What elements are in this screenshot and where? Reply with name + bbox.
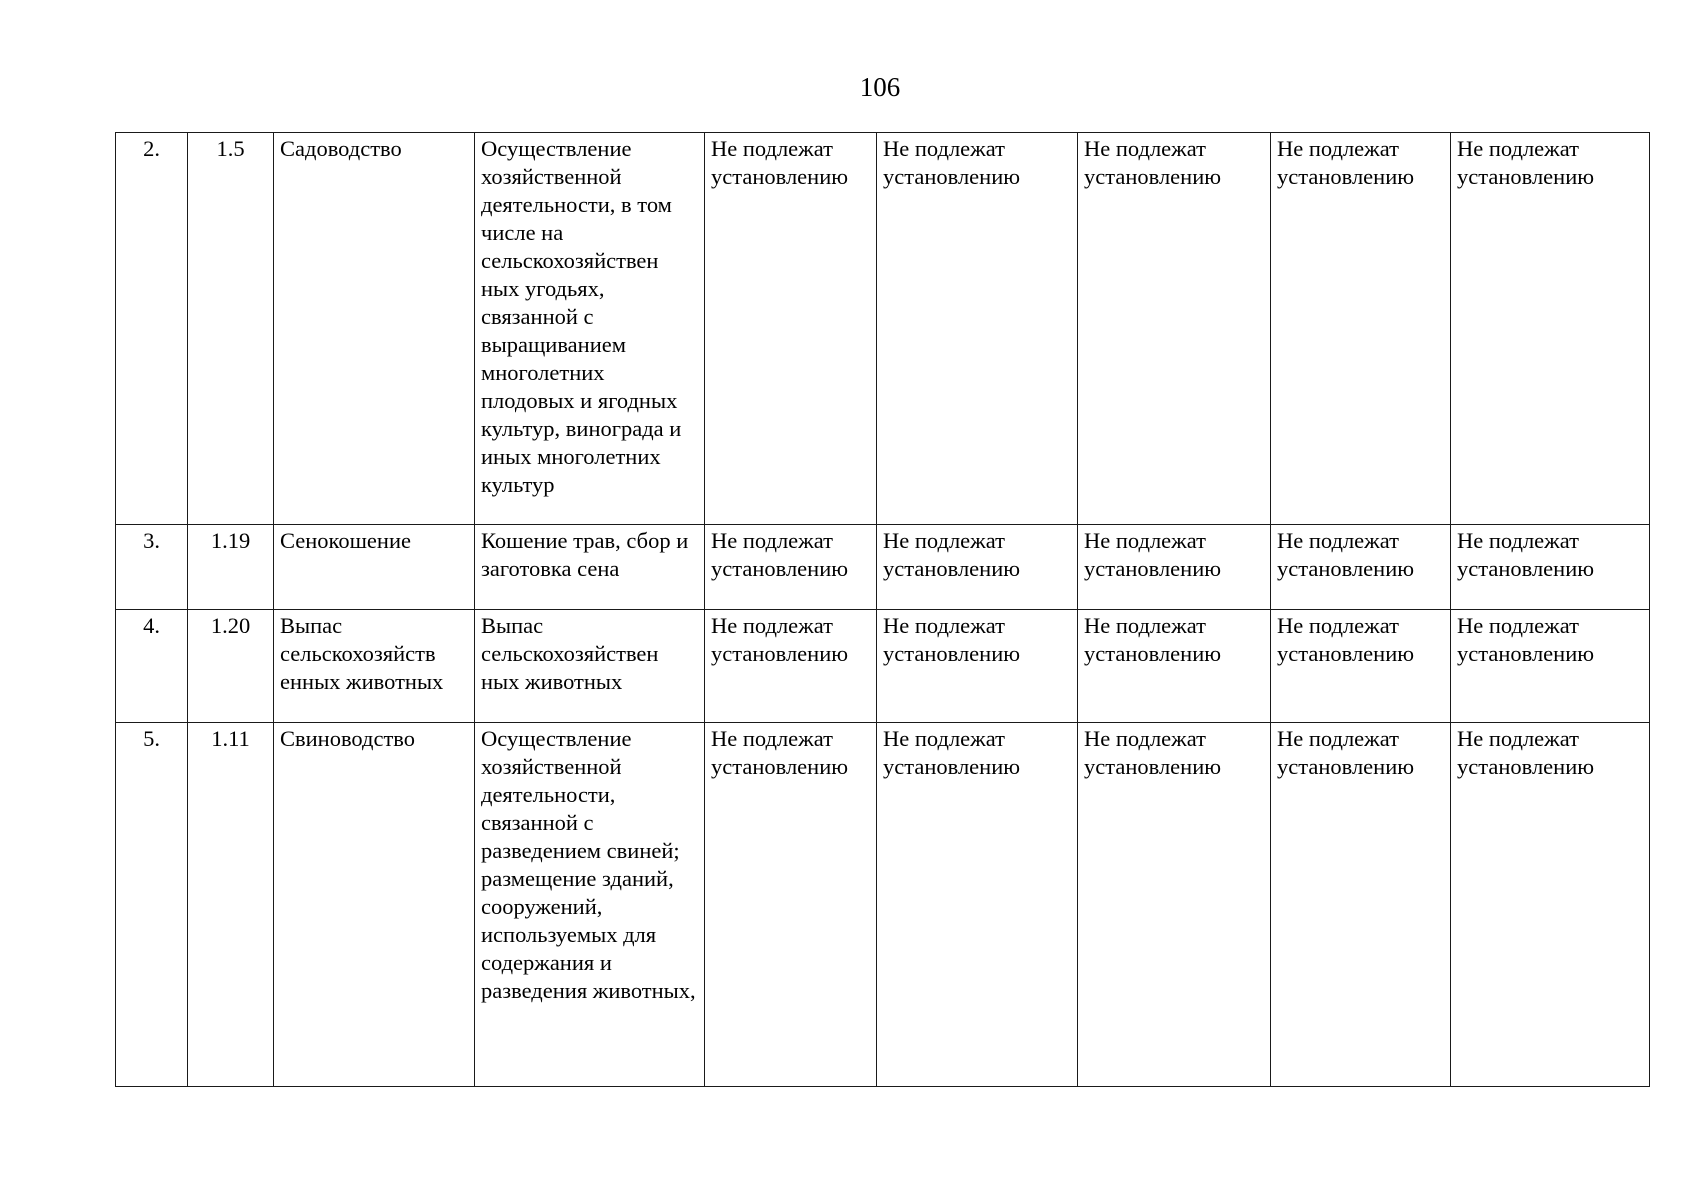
use-code: 1.11 xyxy=(188,723,274,1087)
table-row xyxy=(116,133,1650,525)
use-description: Осуществление хозяйственной деятельности, в том числе на сельскохозяйствен ных угодьях, связанной с выращиванием многолетних плодовых и ягодных культур, винограда и иных многолетних культур xyxy=(475,133,705,525)
parameter-cell: Не подлежат установлению xyxy=(877,525,1078,610)
parameter-cell: Не подлежат установлению xyxy=(877,133,1078,525)
table-row xyxy=(116,525,1650,610)
parameter-cell: Не подлежат установлению xyxy=(1078,133,1271,525)
parameter-cell: Не подлежат установлению xyxy=(1271,723,1451,1087)
use-name: Выпас сельскохозяйств енных животных xyxy=(274,610,475,723)
row-number: 4. xyxy=(116,610,188,723)
land-use-table xyxy=(115,132,1650,1087)
parameter-cell: Не подлежат установлению xyxy=(705,525,877,610)
use-code: 1.20 xyxy=(188,610,274,723)
parameter-cell: Не подлежат установлению xyxy=(1078,723,1271,1087)
use-code: 1.5 xyxy=(188,133,274,525)
use-name: Садоводство xyxy=(274,133,475,525)
use-description: Выпас сельскохозяйствен ных животных xyxy=(475,610,705,723)
parameter-cell: Не подлежат установлению xyxy=(1078,610,1271,723)
parameter-cell: Не подлежат установлению xyxy=(705,610,877,723)
parameter-cell: Не подлежат установлению xyxy=(1271,610,1451,723)
parameter-cell: Не подлежат установлению xyxy=(1078,525,1271,610)
table-row xyxy=(116,723,1650,1087)
page-number: 106 xyxy=(859,72,901,102)
use-description: Осуществление хозяйственной деятельности, связанной с разведением свиней; размещение зданий, сооружений, используемых для содержания и разведения животных, xyxy=(475,723,705,1087)
parameter-cell: Не подлежат установлению xyxy=(1451,525,1650,610)
parameter-cell: Не подлежат установлению xyxy=(705,723,877,1087)
parameter-cell: Не подлежат установлению xyxy=(1271,133,1451,525)
table-row xyxy=(116,610,1650,723)
use-code: 1.19 xyxy=(188,525,274,610)
use-name: Сенокошение xyxy=(274,525,475,610)
row-number: 2. xyxy=(116,133,188,525)
use-description: Кошение трав, сбор и заготовка сена xyxy=(475,525,705,610)
parameter-cell: Не подлежат установлению xyxy=(705,133,877,525)
parameter-cell: Не подлежат установлению xyxy=(1271,525,1451,610)
parameter-cell: Не подлежат установлению xyxy=(877,723,1078,1087)
parameter-cell: Не подлежат установлению xyxy=(1451,133,1650,525)
parameter-cell: Не подлежат установлению xyxy=(1451,610,1650,723)
parameter-cell: Не подлежат установлению xyxy=(1451,723,1650,1087)
row-number: 3. xyxy=(116,525,188,610)
use-name: Свиноводство xyxy=(274,723,475,1087)
parameter-cell: Не подлежат установлению xyxy=(877,610,1078,723)
row-number: 5. xyxy=(116,723,188,1087)
